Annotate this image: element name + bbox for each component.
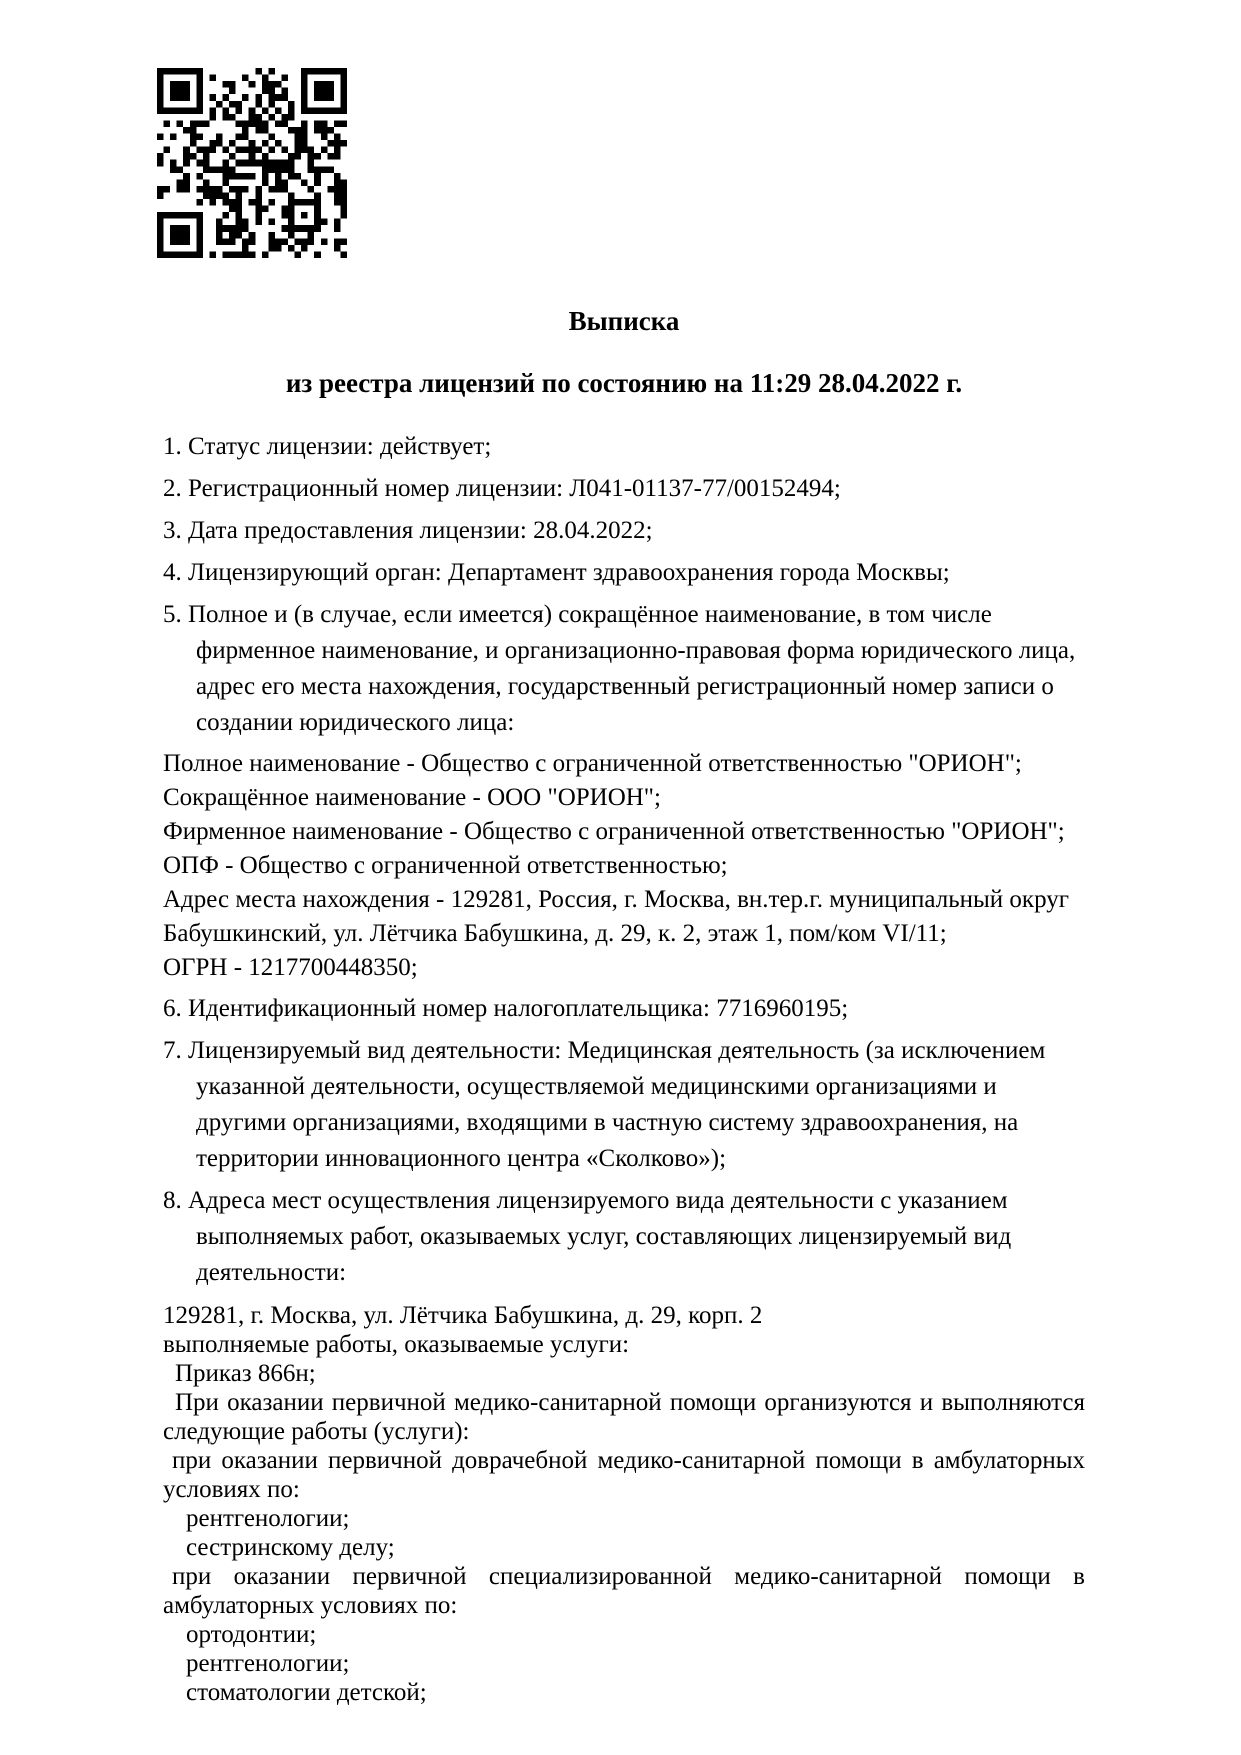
license-item-authority (163, 555, 1085, 591)
works-line: Приказ 866н; (175, 1360, 316, 1387)
item-number: 6. (163, 995, 182, 1022)
license-item-org-name-intro (163, 597, 1085, 741)
item-text: Идентификационный номер налогоплательщика: 7716960195; (188, 995, 849, 1022)
item-text: Дата предоставления лицензии: 28.04.2022; (188, 517, 653, 544)
works-services-block (163, 1301, 1085, 1707)
org-legal-form: ОПФ - Общество с ограниченной ответственностью; (163, 852, 728, 879)
item-number: 4. (163, 559, 182, 586)
qr-code-icon (157, 68, 347, 258)
item-text: Лицензирующий орган: Департамент здравоохранения города Москвы; (188, 559, 950, 586)
works-line: при оказании первичной доврачебной медико-санитарной помощи в амбулаторных условиях по: (163, 1447, 1085, 1503)
works-line: рентгенологии; (186, 1650, 350, 1677)
item-number: 8. (163, 1187, 182, 1214)
org-address: Адрес места нахождения - 129281, Россия, г. Москва, вн.тер.г. муниципальный округ Бабушкинский, ул. Лётчика Бабушкина, д. 29, к. 2, этаж 1, пом/ком VI/11; (163, 886, 1069, 947)
item-number: 1. (163, 433, 182, 460)
works-line: рентгенологии; (186, 1505, 350, 1532)
org-short-name: Сокращённое наименование - ООО "ОРИОН"; (163, 784, 661, 811)
document-subtitle: из реестра лицензий по состоянию на 11:29 28.04.2022 г. (285, 368, 963, 398)
works-intro: выполняемые работы, оказываемые услуги: (163, 1331, 630, 1358)
item-text: Полное и (в случае, если имеется) сокращённое наименование, в том числе фирменное наименование, и организационно-правовая форма юридического лица, адрес его места нахождения, государственный регистрационный номер записи о создании юридического лица: (188, 601, 1076, 736)
works-address: 129281, г. Москва, ул. Лётчика Бабушкина, д. 29, корп. 2 (163, 1302, 763, 1329)
document-content (163, 303, 1085, 1707)
item-number: 3. (163, 517, 182, 544)
works-line: сестринскому делу; (186, 1534, 395, 1561)
item-text: Регистрационный номер лицензии: Л041-01137-77/00152494; (188, 475, 841, 502)
item-number: 2. (163, 475, 182, 502)
works-line: При оказании первичной медико-санитарной помощи организуются и выполняются следующие работы (услуги): (163, 1389, 1085, 1445)
license-item-status (163, 429, 1085, 465)
item-text: Адреса мест осуществления лицензируемого вида деятельности с указанием выполняемых работ, оказываемых услуг, составляющих лицензируемый вид деятельности: (188, 1187, 1012, 1286)
org-ogrn: ОГРН - 1217700448350; (163, 954, 418, 981)
item-text: Статус лицензии: действует; (188, 433, 492, 460)
license-item-addresses-intro (163, 1183, 1085, 1291)
item-number: 7. (163, 1037, 182, 1064)
org-brand-name: Фирменное наименование - Общество с ограниченной ответственностью "ОРИОН"; (163, 818, 1065, 845)
organization-details (163, 747, 1085, 985)
license-item-inn (163, 991, 1085, 1027)
item-number: 5. (163, 601, 182, 628)
license-item-reg-number (163, 471, 1085, 507)
document-title: Выписка (568, 306, 680, 336)
works-line: стоматологии детской; (186, 1679, 427, 1706)
org-full-name: Полное наименование - Общество с ограниченной ответственностью "ОРИОН"; (163, 750, 1022, 777)
license-item-grant-date (163, 513, 1085, 549)
license-item-activity-type (163, 1033, 1085, 1177)
works-line: при оказании первичной специализированной медико-санитарной помощи в амбулаторных условиях по: (163, 1563, 1085, 1619)
works-line: ортодонтии; (186, 1621, 317, 1648)
item-text: Лицензируемый вид деятельности: Медицинская деятельность (за исключением указанной деятельности, осуществляемой медицинскими организациями и другими организациями, входящими в частную систему здравоохранения, на территории инновационного центра «Сколково»); (188, 1037, 1046, 1172)
